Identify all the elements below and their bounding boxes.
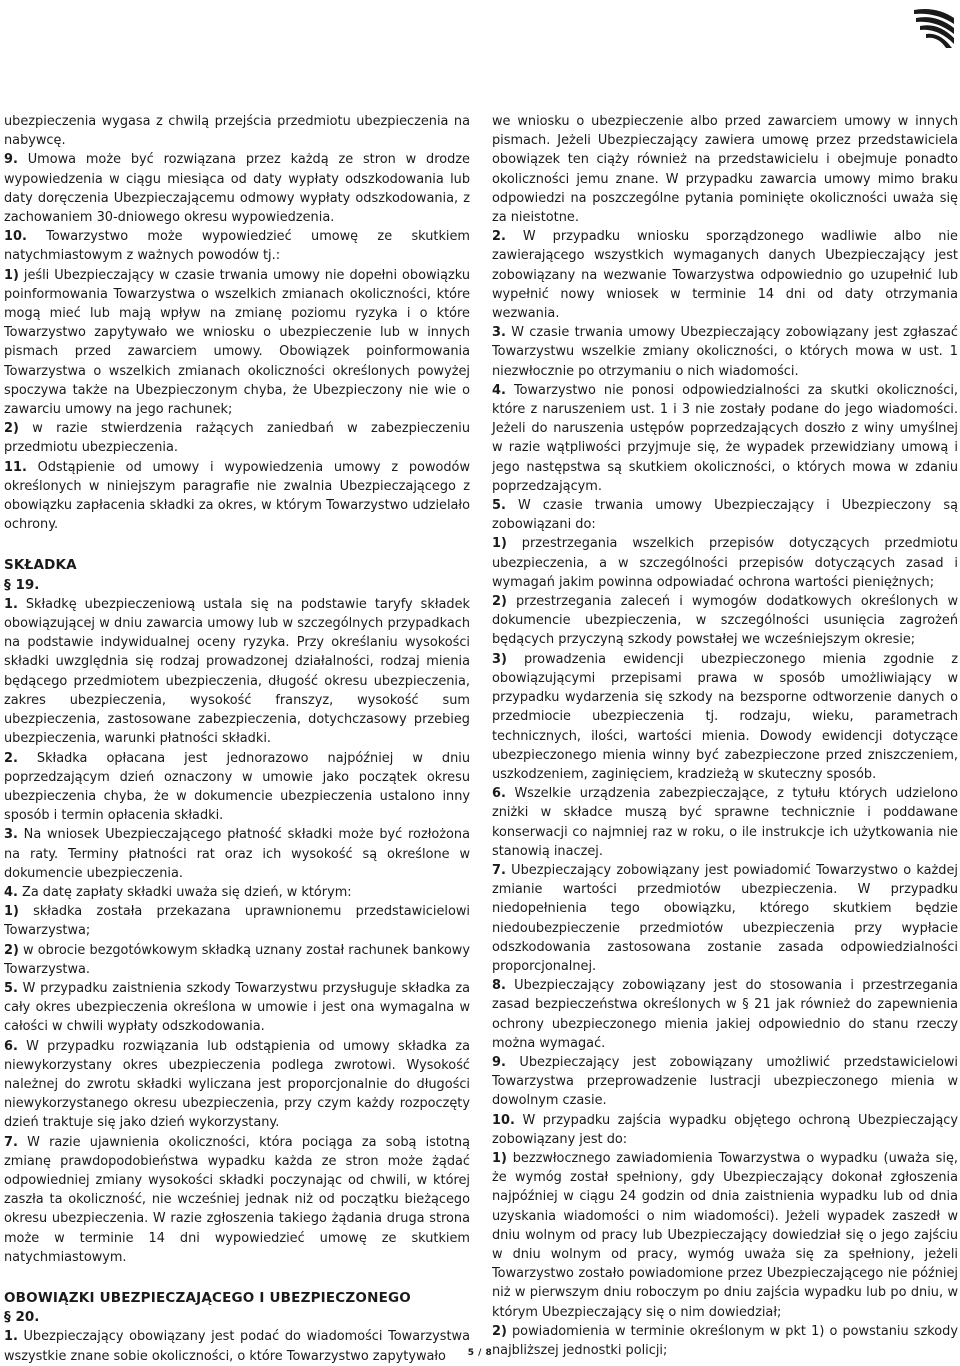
item-number: 1): [492, 536, 507, 552]
paragraph: [4, 227, 470, 265]
paragraph: [4, 150, 470, 227]
item-text: W przypadku wniosku sporządzonego wadliwie albo nie zawierającego wszystkich wymaganych danych Ubezpieczający jest zobowiązany na wezwanie Towarzystwa odpowiednio go uzupełnić lub wypełnić nowy wniosek w terminie 14 dni od daty otrzymania wezwania.: [492, 229, 958, 322]
paragraph: [4, 1133, 470, 1267]
paragraph: [492, 976, 958, 1053]
paragraph-number-19: § 19.: [4, 576, 40, 593]
item-text: składka została przekazana uprawnionemu przedstawicielowi Towarzystwa;: [4, 904, 470, 939]
item-number: 1): [4, 267, 19, 283]
paragraph: [4, 112, 470, 150]
termination-section: [4, 112, 470, 534]
paragraph: [4, 825, 470, 883]
paragraph: [492, 861, 958, 976]
obligations-section-continued: [492, 112, 958, 1360]
item-number: 3.: [4, 827, 18, 843]
item-number: 8.: [492, 978, 506, 994]
item-text: prowadzenia ewidencji ubezpieczonego mienia zgodnie z obowiązującymi przepisami prawa w sposób umożliwiający w przypadku wydarzenia się szkody na bezsporne odtworzenie danych o przedmiocie ubezpieczenia tj. rodzaju, wieku, parametrach technicznych, ilości, wartości mienia. Dowody ewidencji dotyczące ubezpieczonego mienia winny być zabezpieczone przed zniszczeniem, uszkodzeniem, zaginięciem, kradzieżą w skuteczny sposób.: [492, 651, 958, 782]
obligations-section-start: [4, 1327, 470, 1365]
item-number: 9.: [492, 1054, 506, 1070]
item-text: Za datę zapłaty składki uważa się dzień, w którym:: [21, 884, 352, 900]
paragraph: [492, 650, 958, 784]
item-number: 2.: [492, 229, 506, 245]
item-number: 4.: [492, 382, 506, 398]
paragraph: [4, 1327, 470, 1365]
paragraph: [492, 112, 958, 227]
item-text: Towarzystwo może wypowiedzieć umowę ze skutkiem natychmiastowym z ważnych powodów tj.:: [4, 229, 470, 264]
paragraph: [492, 784, 958, 861]
item-text: przestrzegania zaleceń i wymogów dodatkowych określonych w dokumencie ubezpieczenia, w szczególności usunięcia zagrożeń będących przyczyną szkody powstałej we wcześniejszym okresie;: [492, 594, 958, 648]
item-text: Towarzystwo nie ponosi odpowiedzialności za skutki okoliczności, które z naruszeniem ust. 1 i 3 nie zostały podane do jego wiadomości. Jeżeli do naruszenia ustępów poprzedzających doszło z winy umyślnej w razie wątpliwości przyjmuje się, że wypadek przewidziany umową i jego następstwa są skutkiem okoliczności, o których mowa w zdaniu poprzedzającym.: [492, 382, 958, 494]
item-text: Składka opłacana jest jednorazowo najpóźniej w dniu poprzedzającym dzień oznaczony w umowie jako początek okresu ubezpieczenia chyba, że w dokumencie ubezpieczenia ustalono inny sposób i termin opłacenia składki.: [4, 750, 470, 824]
item-text: Umowa może być rozwiązana przez każdą ze stron w drodze wypowiedzenia w ciągu miesiąca od daty wypłaty odszkodowania lub daty doręczenia Ubezpieczającemu odmowy wypłaty odszkodowania, z zachowaniem 30-dniowego okresu wypowiedzenia.: [4, 152, 470, 226]
item-text: Ubezpieczający obowiązany jest podać do wiadomości Towarzystwa wszystkie znane sobie okoliczności, o które Towarzystwo zapytywało: [4, 1329, 470, 1364]
paragraph: [492, 1053, 958, 1111]
item-number: 2): [492, 594, 507, 610]
paragraph: [492, 496, 958, 534]
item-text: ubezpieczenia wygasa z chwilą przejścia przedmiotu ubezpieczenia na nabywcę.: [4, 114, 470, 149]
item-text: W przypadku zajścia wypadku objętego ochroną Ubezpieczający zobowiązany jest do:: [492, 1112, 958, 1147]
item-number: 6.: [4, 1038, 18, 1054]
item-number: 2): [4, 421, 19, 437]
item-number: 3): [492, 651, 507, 667]
item-number: 1): [4, 904, 19, 920]
item-number: 9.: [4, 152, 18, 168]
item-number: 10.: [492, 1112, 515, 1128]
item-number: 6.: [492, 786, 506, 802]
item-text: powiadomienia w terminie określonym w pkt 1) o powstaniu szkody najbliższej jednostki policji;: [492, 1323, 958, 1358]
paragraph: [492, 381, 958, 496]
item-text: W przypadku rozwiązania lub odstąpienia od umowy składka za niewykorzystany okres ubezpieczenia podlega zwrotowi. Wysokość należnej do zwrotu składki wyliczana jest proporcjonalnie do długości niewykorzystanego okresu ubezpieczenia, przy czym każdy rozpoczęty dzień traktuje się jako dzień wykorzystany.: [4, 1038, 470, 1131]
item-number: 1.: [4, 596, 18, 612]
item-text: Ubezpieczający zobowiązany jest powiadomić Towarzystwo o każdej zmianie wartości przedmiotów ubezpieczenia. W przypadku niedopełnienia tego obowiązku, którego skutkiem będzie niedoubezpieczenie przedmiotów ubezpieczenia przy wypłacie odszkodowania zastosowana zostanie zasada odpowiedzialności proporcjonalnej.: [492, 862, 958, 974]
paragraph: [4, 1037, 470, 1133]
item-number: 2): [492, 1323, 507, 1339]
item-text: w obrocie bezgotówkowym składką uznany został rachunek bankowy Towarzystwa.: [4, 942, 470, 977]
item-text: przestrzegania wszelkich przepisów dotyczących przedmiotu ubezpieczenia, a w szczególności przepisów dotyczących zasad i wymagań jakim powinna odpowiadać ochrona wartości pieniężnych;: [492, 536, 958, 590]
item-text: Na wniosek Ubezpieczającego płatność składki może być rozłożona na raty. Terminy płatności rat oraz ich wysokość są określone w dokumencie ubezpieczenia.: [4, 827, 470, 881]
right-column: [492, 112, 958, 1360]
paragraph: [4, 902, 470, 940]
item-text: we wniosku o ubezpieczenie albo przed zawarciem umowy w innych pismach. Jeżeli Ubezpieczający zawiera umowę przez przedstawiciela obowiązek ten ciąży również na przedstawicielu i obejmuje ponadto okoliczności jemu znane. W przypadku zawarcia umowy mimo braku odpowiedzi na poszczególne pytania pominięte okoliczności uważa się za nieistotne.: [492, 114, 958, 226]
item-text: W razie ujawnienia okoliczności, która pociąga za sobą istotną zmianę prawdopodobieństwa wypadku każda ze stron może żądać odpowiedniej zmiany wysokości składki poczynając od chwili, w której zaszła ta okoliczność, nie wcześniej jednak niż od początku bieżącego okresu ubezpieczenia. W razie zgłoszenia takiego żądania druga strona może w terminie 14 dni wypowiedzieć umowę ze skutkiem natychmiastowym.: [4, 1134, 470, 1265]
paragraph: [4, 595, 470, 749]
item-text: jeśli Ubezpieczający w czasie trwania umowy nie dopełni obowiązku poinformowania Towarzystwa o wszelkich zmianach okoliczności, które mogą mieć lub mają wpływ na zmianę poziomu ryzyka i o które Towarzystwo zapytywało we wniosku o ubezpieczenie lub w innych pismach przed zawarciem umowy. Obowiązek poinformowania Towarzystwa o wszelkich zmianach okoliczności określonych powyżej spoczywa także na Ubezpieczonym chyba, że Ubezpieczony nie wie o zawarciu umowy na jego rachunek;: [4, 267, 470, 418]
paragraph: [4, 749, 470, 826]
page-number: 5 / 8: [467, 1348, 493, 1358]
item-number: 4.: [4, 884, 18, 900]
paragraph: [4, 979, 470, 1037]
item-number: 7.: [492, 862, 506, 878]
item-number: 2.: [4, 750, 18, 766]
paragraph: [4, 458, 470, 535]
wing-emblem-icon: [912, 4, 956, 50]
left-column: [4, 112, 470, 1366]
item-text: W przypadku zaistnienia szkody Towarzystwu przysługuje składka za cały okres ubezpieczenia określona w umowie i jest ona wymagalna w całości w chwili wypłaty odszkodowania.: [4, 980, 470, 1035]
item-text: w razie stwierdzenia rażących zaniedbań w zabezpieczeniu przedmiotu ubezpieczenia.: [4, 421, 470, 456]
item-number: 5.: [4, 980, 18, 996]
item-text: Ubezpieczający jest zobowiązany umożliwić przedstawicielowi Towarzystwa przeprowadzenie lustracji ubezpieczonego mienia w dowolnym czasie.: [492, 1054, 958, 1109]
paragraph: [492, 534, 958, 592]
item-number: 5.: [492, 498, 506, 514]
paragraph-number-20: § 20.: [4, 1309, 40, 1326]
paragraph: [4, 419, 470, 457]
item-number: 11.: [4, 459, 27, 475]
item-text: Odstąpienie od umowy i wypowiedzenia umowy z powodów określonych w niniejszym paragrafie nie zwalnia Ubezpieczającego z obowiązku zapłacenia składki za okres, w którym Towarzystwo udzielało ochrony.: [4, 459, 470, 533]
paragraph: [492, 323, 958, 381]
paragraph: [4, 941, 470, 979]
item-number: 1): [492, 1150, 507, 1166]
item-number: 2): [4, 942, 19, 958]
paragraph: [492, 592, 958, 650]
section-heading-skladka: SKŁADKA: [4, 557, 77, 574]
paragraph: [4, 266, 470, 420]
paragraph: [492, 227, 958, 323]
item-number: 1.: [4, 1329, 18, 1345]
item-text: Wszelkie urządzenia zabezpieczające, z tytułu których udzielono zniżki w składce muszą być sprawne technicznie i poddawane konserwacji co najmniej raz w roku, o ile instrukcje ich użytkowania nie stanowią inaczej.: [492, 786, 958, 859]
item-number: 3.: [492, 325, 506, 341]
section-heading-obowiazki: OBOWIĄZKI UBEZPIECZAJĄCEGO I UBEZPIECZONEGO: [4, 1289, 411, 1306]
paragraph: [492, 1149, 958, 1322]
item-number: 10.: [4, 229, 27, 245]
skladka-section: [4, 595, 470, 1267]
paragraph: [492, 1111, 958, 1149]
item-text: W czasie trwania umowy Ubezpieczający i Ubezpieczony są zobowiązani do:: [492, 498, 958, 533]
item-text: Składkę ubezpieczeniową ustala się na podstawie taryfy składek obowiązującej w dniu zawarcia umowy lub w szczególnych przypadkach na podstawie indywidualnej oceny ryzyka. Przy określaniu wysokości składki uwzględnia się rodzaj prowadzonej działalności, rodzaj mienia będącego przedmiotem ubezpieczenia, długość okresu ubezpieczenia, zakres ubezpieczenia, wysokość franszyz, wysokość sum ubezpieczenia, zastosowane zabezpieczenia, dotychczasowy przebieg ubezpieczenia, warunki płatności składki.: [4, 596, 470, 747]
item-text: W czasie trwania umowy Ubezpieczający zobowiązany jest zgłaszać Towarzystwu wszelkie zmiany okoliczności, o których mowa w ust. 1 niezwłocznie po otrzymaniu o nich wiadomości.: [492, 325, 958, 379]
paragraph: [4, 883, 470, 902]
item-text: bezzwłocznego zawiadomienia Towarzystwa o wypadku (uważa się, że wymóg został spełniony, gdy Ubezpieczający dokonał zgłoszenia najpóźniej w ciągu 24 godzin od dnia zaistnienia wypadku lub od dnia uzyskania wiadomości o nim wiadomości). Jeżeli wypadek zaszedł w dniu wolnym od pracy lub Ubezpieczający dowiedział się o jego zajściu w dniu wolnym od pracy, wymóg uważa się za spełniony, jeżeli Towarzystwo zostało powiadomione przez Ubezpieczającego nie później niż w pierwszym dniu roboczym po dniu zajścia wypadku lub po dniu, w którym Ubezpieczający się o nim dowiedział;: [492, 1150, 958, 1320]
item-number: 7.: [4, 1134, 18, 1150]
item-text: Ubezpieczający zobowiązany jest do stosowania i przestrzegania zasad bezpieczeństwa określonych w § 21 jak również do zapewnienia ochrony ubezpieczonego mienia jakiej odpowiednio do stanu rzeczy można wymagać.: [492, 978, 958, 1051]
